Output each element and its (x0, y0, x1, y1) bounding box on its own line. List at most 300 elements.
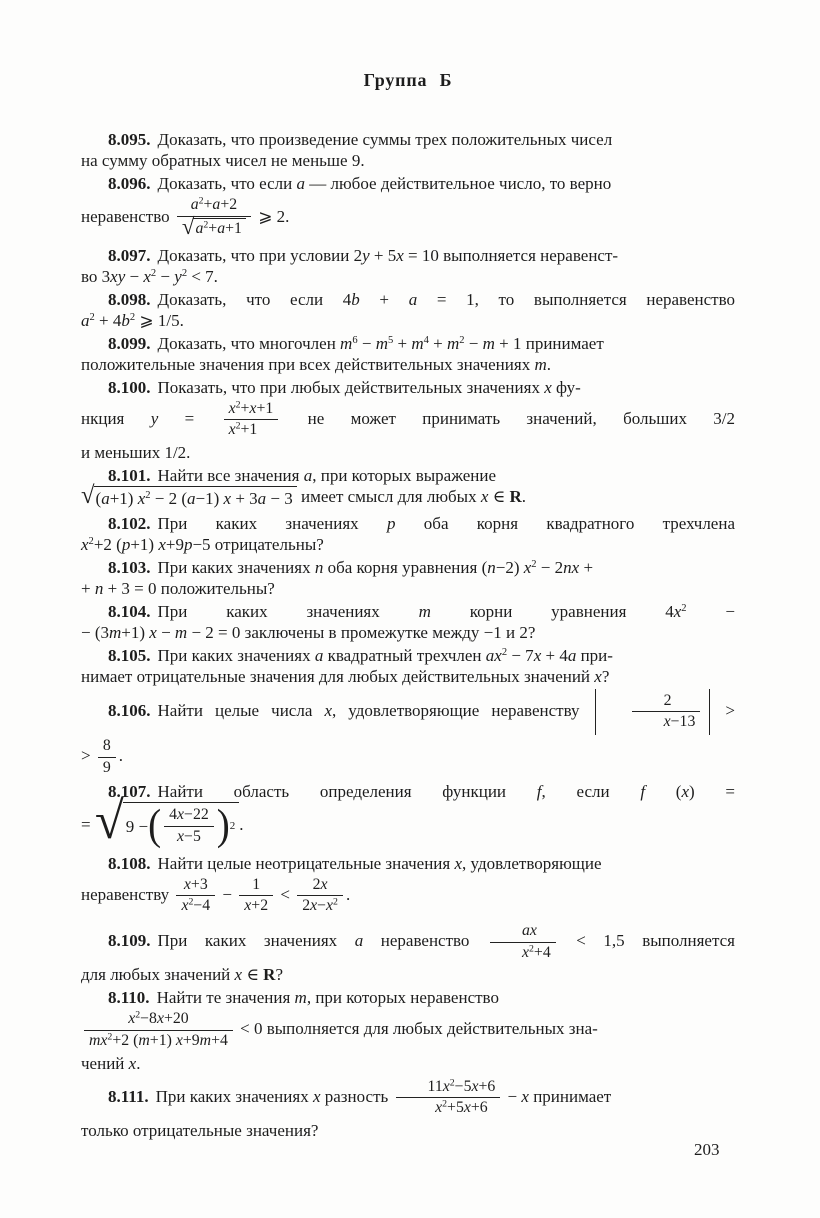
text-run: положительные значения при всех действительных значениях (81, 354, 535, 374)
variable: x (177, 806, 185, 824)
text-run: > (713, 700, 736, 720)
problem-8.104 (81, 601, 735, 643)
superscript: 2 (681, 602, 687, 614)
problem-8.102 (81, 513, 735, 555)
text-run: = (158, 408, 221, 428)
text-run: . (521, 487, 527, 507)
problem-8.111 (81, 1076, 735, 1141)
fraction (224, 400, 279, 440)
text-run: = 10 выполняется неравенст- (403, 245, 619, 265)
text-run: неравенство (363, 931, 487, 951)
text-run: При каких значениях (157, 931, 355, 951)
text-run: ∈ (488, 487, 510, 507)
line-1 (81, 781, 735, 802)
variable: x (128, 1053, 137, 1073)
text-run: +1 (240, 421, 258, 439)
variable: m (294, 988, 307, 1008)
text-run: − (218, 884, 237, 904)
text-run: Доказать, что если (157, 174, 297, 193)
problem-number: 8.095. (108, 130, 151, 149)
text-run: для любых значений (81, 965, 235, 985)
text-run: +1) (109, 488, 138, 508)
fraction (177, 196, 251, 241)
superscript: 2 (181, 267, 188, 279)
text-run: +9 (182, 1031, 200, 1049)
text-run: − 3 (266, 488, 293, 508)
line-1 (81, 645, 735, 666)
variable: x (673, 601, 682, 621)
text-run: −5 (184, 827, 201, 845)
text-run: −1) (195, 488, 224, 508)
numerator (239, 876, 273, 896)
variable: m (375, 333, 388, 353)
variable: x (244, 897, 252, 915)
variable: x (463, 1099, 471, 1117)
paren-content (161, 804, 217, 848)
text-run: При каких значениях (157, 513, 387, 533)
absolute-value (595, 689, 711, 735)
denominator (224, 419, 279, 440)
variable: x (228, 399, 236, 417)
text-run: Доказать, что при условии 2 (157, 245, 363, 265)
text-run: Найти область определения функции (157, 782, 537, 802)
variable: y (150, 408, 159, 428)
text-run: 2 (312, 875, 321, 893)
radicand: 9 − ( $\frac{4x-22}{x-5}$ ) 2 (123, 802, 240, 848)
problem-number: 8.107. (108, 782, 151, 802)
text-run: разность (320, 1086, 393, 1106)
variable: n (487, 557, 496, 577)
text-run: + 1 принимает (494, 333, 604, 353)
text-run: +2 ( (93, 534, 122, 554)
line-2 (81, 1120, 735, 1141)
denominator (490, 942, 556, 963)
text-run: + (81, 578, 95, 598)
numerator (396, 1078, 501, 1098)
text-run: +6 (470, 1099, 488, 1117)
variable: x (471, 1077, 479, 1095)
problem-number: 8.111. (108, 1086, 149, 1106)
line-2 (81, 266, 735, 287)
text-run: Найти целые числа (157, 700, 325, 720)
superscript: 2 (531, 558, 537, 570)
text-run: + (579, 557, 594, 577)
text-run: +1 (256, 399, 274, 417)
variable: a (257, 488, 267, 508)
text-run: + 3 = 0 положительны? (103, 578, 275, 598)
fraction (164, 806, 214, 846)
superscript: 2 (135, 1009, 141, 1021)
set-symbol: R (509, 487, 522, 507)
text-run: , при которых выражение (312, 465, 497, 485)
variable: x (442, 1077, 450, 1095)
text-run: ( (95, 488, 102, 508)
text-run: − (3 (81, 622, 109, 642)
fraction (490, 922, 556, 962)
text-run: на сумму обратных чисел не меньше 9. (81, 151, 365, 170)
variable: m (482, 333, 495, 353)
variable: x (81, 534, 89, 554)
line-1 (81, 853, 735, 874)
fraction (84, 1010, 233, 1050)
text-run: 1 (252, 875, 261, 893)
text-run: +1) (149, 1031, 176, 1049)
variable: x (181, 897, 189, 915)
text-run: + 3 (231, 488, 258, 508)
text-run: − 2 = 0 заключены в промежутке между −1 и 2? (187, 622, 536, 642)
problem-number: 8.103. (108, 557, 151, 577)
problem-8.106 (81, 689, 735, 780)
variable: x (533, 645, 542, 665)
text-run: . (239, 815, 244, 835)
variable: m (418, 601, 431, 621)
variable: p (386, 513, 396, 533)
superscript: 2 (188, 896, 194, 908)
text-run: +4 (211, 1031, 228, 1049)
superscript: 2 (459, 334, 465, 346)
set-symbol: R (263, 965, 276, 985)
line-1 (81, 513, 735, 534)
variable: m (446, 333, 460, 353)
section-title: Группа Б (363, 70, 453, 90)
text-run: ) = (689, 782, 735, 802)
problem-8.105 (81, 645, 735, 687)
numerator (98, 737, 116, 757)
text-run: оба корня уравнения ( (323, 557, 488, 577)
text-run: ? (601, 666, 610, 686)
variable: x (480, 487, 489, 507)
problem-number: 8.099. (108, 333, 151, 353)
text-run: − (357, 333, 376, 353)
variable: x (523, 557, 532, 577)
variable: x (454, 853, 463, 873)
variable: x (177, 827, 185, 845)
problem-8.110 (81, 987, 735, 1073)
line-1 (81, 1076, 735, 1120)
numerator (632, 692, 701, 712)
radicand (94, 486, 297, 509)
text-run: −2) (495, 557, 524, 577)
line-2 (81, 481, 735, 511)
variable: x (158, 534, 166, 554)
problem-8.107 (81, 781, 735, 850)
text-run: −5 отрицательны? (192, 534, 324, 554)
text-run: +5 (447, 1099, 464, 1117)
text-run: +1) (121, 622, 150, 642)
text-run: нкция (81, 408, 151, 428)
superscript: 2 (442, 1098, 448, 1110)
problem-number: 8.098. (108, 289, 151, 309)
text-run: корни уравнения 4 (430, 601, 674, 621)
denominator (164, 826, 214, 847)
problem-8.109 (81, 920, 735, 985)
line-1 (81, 557, 735, 578)
text-run: ? (275, 965, 283, 985)
text-run: . (345, 884, 351, 904)
text-run: Найти все значения (157, 465, 304, 485)
text-run: — любое действительное число, то верно (305, 174, 612, 193)
text-run: Доказать, что многочлен (157, 333, 341, 353)
text-run: −8 (140, 1010, 157, 1028)
text-run: + (240, 399, 250, 417)
variable: x (156, 1010, 164, 1028)
radical-sign-icon: √ (94, 792, 124, 851)
variable: a (567, 645, 577, 665)
text-run: . (136, 1053, 141, 1073)
fraction (632, 692, 701, 732)
text-run: + 4 (541, 645, 568, 665)
variable: x (228, 421, 236, 439)
variable: n (314, 557, 324, 577)
text-run: + 5 (369, 245, 397, 265)
text-run: + (208, 219, 218, 237)
superscript: 2 (150, 267, 157, 279)
text-run: принимает (528, 1086, 612, 1106)
variable: a (354, 931, 364, 951)
text-run: 4 (169, 806, 178, 824)
line-2 (81, 666, 735, 687)
text-run: − 2 ( (150, 488, 188, 508)
variable: x (521, 1086, 529, 1106)
variable: x (149, 622, 157, 642)
fraction (396, 1078, 501, 1118)
problem-number: 8.106. (108, 700, 151, 720)
variable: x (183, 875, 191, 893)
text-run: + (393, 333, 412, 353)
variable: a (195, 219, 204, 237)
text-run: ⩾ 1/5. (135, 310, 184, 330)
text-run: Найти целые неотрицательные значения (157, 853, 455, 873)
numerator (490, 922, 556, 942)
text-run: 2 (663, 691, 672, 709)
problem-number: 8.100. (108, 377, 151, 397)
line-1 (81, 601, 735, 622)
problem-number: 8.105. (108, 645, 151, 665)
text-run: +3 (190, 875, 208, 893)
variable: m (174, 622, 188, 642)
line-2 (81, 735, 735, 779)
variable: m (138, 1031, 150, 1049)
text-run: во 3 (81, 266, 111, 286)
text-run: 8 (102, 736, 111, 754)
text-run: − (503, 1086, 522, 1106)
text-run: +20 (163, 1010, 189, 1028)
numerator (84, 1010, 233, 1030)
line-2 (81, 398, 735, 442)
variable: x (435, 1099, 443, 1117)
problem-8.103 (81, 557, 735, 599)
variable: a (314, 645, 324, 665)
variable: y (174, 266, 182, 286)
fraction (176, 876, 215, 916)
text-run: −5 (454, 1077, 472, 1095)
text-run: − (686, 601, 735, 621)
line-2 (81, 310, 735, 331)
line-2 (81, 194, 735, 243)
text-run: = 1, то выполняется неравенство (417, 289, 736, 309)
variable: m (109, 622, 122, 642)
text-run: , если (541, 782, 641, 802)
variable: f (640, 782, 646, 802)
paren-group: ( $\frac{4x-22}{x-5}$ ) (148, 802, 230, 850)
variable: x (128, 1010, 136, 1028)
problem-number: 8.102. (108, 513, 151, 533)
denominator (98, 757, 116, 778)
text-run: − (156, 622, 175, 642)
text-run: +6 (478, 1077, 496, 1095)
radical-sign-icon: √ (181, 213, 195, 239)
fraction (239, 876, 273, 916)
variable: a (303, 465, 313, 485)
text-run: При каких значениях (157, 601, 419, 621)
problem-8.098 (81, 289, 735, 331)
variable: x (234, 965, 243, 985)
problem-8.100 (81, 377, 735, 463)
denominator (239, 895, 273, 916)
text-run: оба корня квадратного трехчлена (395, 513, 735, 533)
page-number: 203 (694, 1140, 720, 1159)
variable: xy (110, 266, 126, 286)
problem-number: 8.104. (108, 601, 151, 621)
text-run: только отрицательные значения? (81, 1120, 319, 1140)
line-1 (81, 129, 735, 150)
problem-8.095 (81, 129, 735, 171)
variable: p (121, 534, 131, 554)
variable: x (143, 266, 151, 286)
line-1 (81, 689, 735, 735)
text-run: неравенству (81, 884, 174, 904)
radical (81, 481, 297, 511)
line-1 (81, 173, 735, 194)
text-run: ⩾ 2. (253, 207, 290, 227)
denominator (84, 1030, 233, 1051)
text-run: фу- (551, 377, 581, 397)
superscript: 2 (89, 311, 95, 323)
text-run: неравенство (81, 207, 174, 227)
line-2 (81, 578, 735, 599)
text-run: При каких значениях (155, 1086, 313, 1106)
variable: a (217, 219, 226, 237)
variable: a (408, 289, 418, 309)
problem-8.101 (81, 465, 735, 511)
variable: m (534, 354, 547, 374)
line-2 (81, 622, 735, 643)
variable: x (324, 700, 332, 720)
variable: b (121, 310, 130, 330)
text-run: Показать, что при любых действительных значениях (157, 377, 545, 397)
superscript: 2 (235, 420, 241, 432)
problem-number: 8.109. (108, 931, 151, 951)
problem-8.099 (81, 333, 735, 375)
variable: p (183, 534, 193, 554)
numerator (164, 806, 214, 826)
text-run: < (276, 884, 295, 904)
variable: a (81, 310, 90, 330)
text-run: 2 (302, 897, 311, 915)
variable: x (594, 666, 602, 686)
text-run: +2 (251, 897, 269, 915)
problem-number: 8.097. (108, 245, 151, 265)
numerator (176, 876, 215, 896)
variable: x (310, 897, 318, 915)
variable: x (326, 897, 334, 915)
variable: ax (521, 921, 537, 939)
denominator (297, 895, 343, 916)
variable: nx (563, 557, 580, 577)
problem-8.097 (81, 245, 735, 287)
variable: a (187, 488, 196, 508)
variable: a (190, 196, 199, 213)
line-2 (81, 1008, 735, 1052)
numerator (224, 400, 279, 420)
text-run: − 7 (507, 645, 534, 665)
variable: b (351, 289, 360, 309)
line-2 (81, 150, 735, 171)
superscript: 2 (501, 646, 508, 658)
fraction (98, 737, 116, 777)
radical (181, 213, 246, 241)
text-run: +2 (220, 196, 238, 213)
superscript: 2 (198, 195, 204, 207)
line-3 (81, 1053, 735, 1074)
superscript: 5 (387, 334, 394, 346)
text-run: нимает отрицательные значения для любых действительных значений (81, 666, 595, 686)
line-1 (81, 333, 735, 354)
line-3 (81, 442, 735, 463)
line-1 (81, 245, 735, 266)
variable: x (521, 943, 529, 961)
text-run: + (203, 196, 213, 213)
line-1 (81, 987, 735, 1008)
variable: f (536, 782, 542, 802)
text-run: Доказать, что произведение суммы трех положительных чисел (157, 130, 613, 149)
variable: n (94, 578, 104, 598)
variable: a (296, 174, 305, 193)
text-run: −22 (184, 806, 209, 824)
text-run: . (546, 354, 551, 374)
text-run: +1 (225, 219, 242, 237)
text-run: +1) (130, 534, 159, 554)
text-run: + 4 (94, 310, 122, 330)
text-run: 11 (427, 1077, 443, 1095)
text-run: + (428, 333, 447, 353)
text-run: 9 − (125, 816, 149, 836)
problem-8.108 (81, 853, 735, 918)
variable: x (312, 1086, 321, 1106)
text-run: При каких значениях (157, 557, 315, 577)
text-run: при- (576, 645, 613, 665)
variable: x (223, 488, 232, 508)
denominator (632, 711, 701, 732)
text-run: +9 (165, 534, 184, 554)
superscript: 2 (145, 490, 151, 502)
variable: m (199, 1031, 212, 1049)
text-run: − (464, 333, 483, 353)
text-run: − (317, 897, 327, 915)
text-run: и меньших 1/2. (81, 442, 191, 462)
text-run: ( (645, 782, 682, 802)
variable: x (396, 245, 404, 265)
superscript: 2 (129, 311, 136, 323)
text-run: чений (81, 1053, 129, 1073)
text-run: + (359, 289, 409, 309)
text-run: 9 (102, 758, 111, 776)
superscript: 2 (529, 943, 534, 955)
text-run: = (81, 815, 95, 835)
variable: a (101, 488, 110, 508)
variable: x (249, 399, 257, 417)
problem-number: 8.101. (108, 465, 151, 485)
